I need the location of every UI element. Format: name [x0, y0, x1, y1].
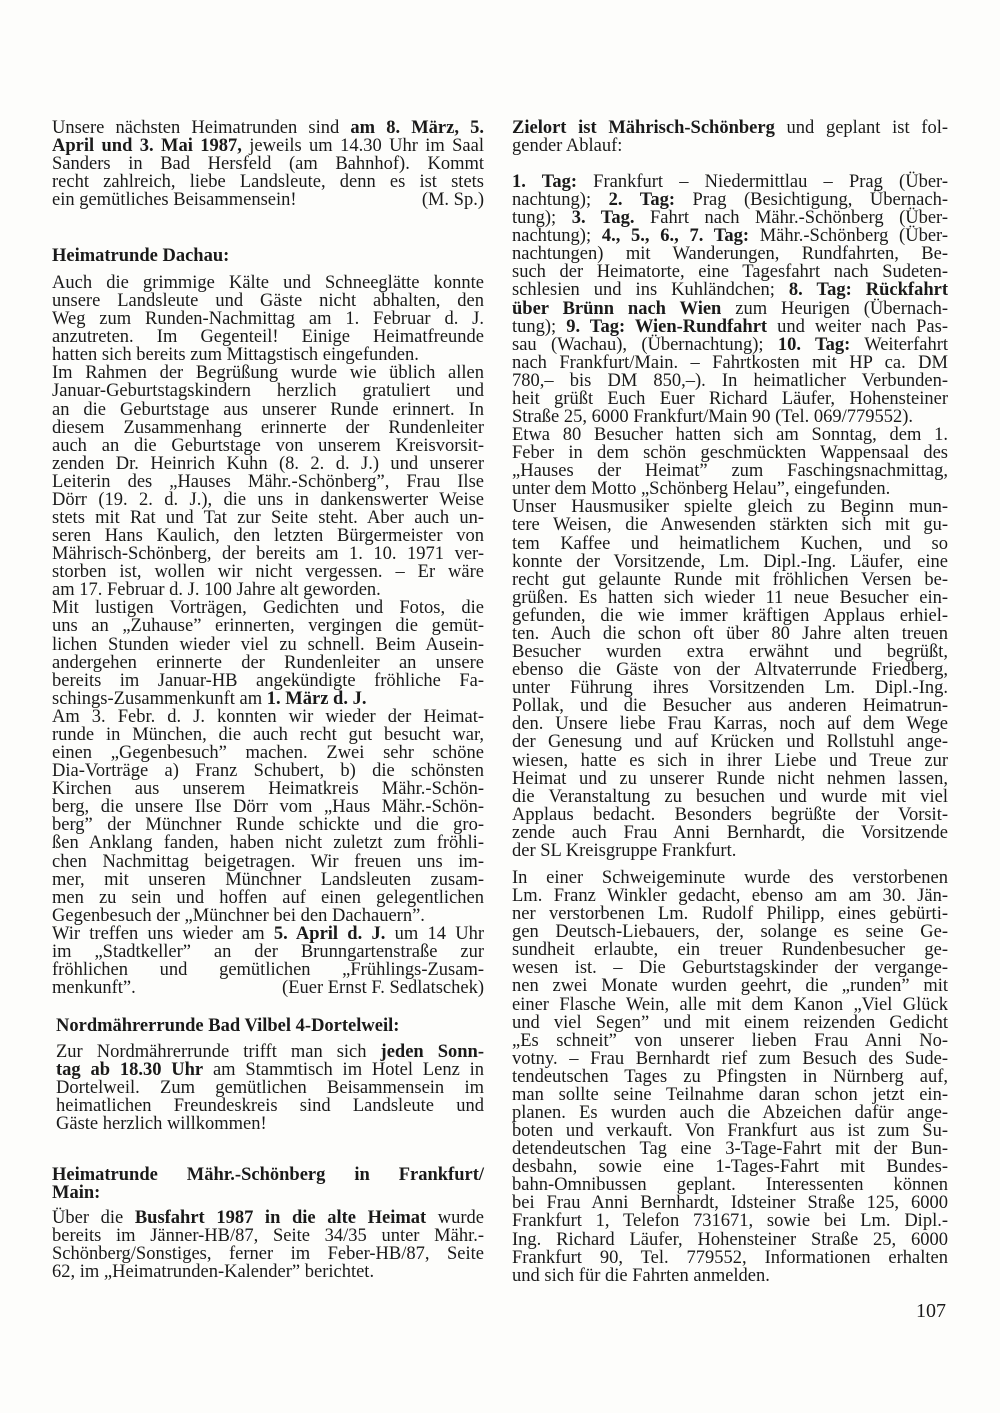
- text-run: den. Unsere liebe Frau Karras, noch auf dem Wege: [512, 714, 948, 735]
- text-line: [52, 382, 484, 400]
- text-line: [52, 274, 484, 292]
- bold-text-run: April und 3. Mai 1987,: [52, 136, 242, 157]
- paragraph: [512, 426, 948, 498]
- text-line: [56, 1061, 484, 1079]
- text-line: [52, 364, 484, 382]
- bold-text-run: 5. April d. J.: [273, 923, 386, 944]
- text-line: [512, 263, 948, 281]
- text-line: [512, 788, 948, 806]
- text-line: [512, 1249, 948, 1267]
- text-run: ßen Anklang fanden, haben nicht zuletzt zum fröhli-: [52, 833, 484, 854]
- text-line: [52, 437, 484, 455]
- text-run: unter dem Motto „Schönberg Helau”, eingefunden.: [512, 479, 891, 500]
- text-run: nachtung);: [512, 226, 602, 247]
- text-run: am 17. Februar d. J. 100 Jahre alt geworden.: [52, 580, 381, 601]
- text-line: [512, 1140, 948, 1158]
- text-run: nachtung);: [512, 190, 609, 211]
- text-run: die Veranstaltung zu besuchen und wurde mit viel: [512, 786, 948, 807]
- paragraph: [52, 708, 484, 925]
- text-line: [512, 553, 948, 571]
- text-line: [512, 589, 948, 607]
- article-dachau: [52, 274, 484, 997]
- text-run: Weiterfahrt: [850, 334, 948, 355]
- text-run: anzutreten. Im Gegenteil! Einige Heimatfreunde: [52, 327, 484, 348]
- text-run: Dia-Vorträge a) Franz Schubert, b) die schönsten: [52, 761, 484, 782]
- text-line: [512, 354, 948, 372]
- text-run: andergehen erinnerte der Rundenleiter an unsere: [52, 652, 484, 673]
- text-run: unsere Landsleute und Gäste nicht abhalten, den: [52, 291, 484, 312]
- text-line: [52, 346, 484, 364]
- bold-text-run: 9. Tag: Wien-Rundfahrt: [566, 316, 768, 337]
- text-run: lichen Stunden wieder viel zu schnell. Beim Ausein-: [52, 634, 484, 655]
- paragraph: [512, 173, 948, 426]
- text-line: [56, 1115, 484, 1133]
- text-line: [52, 816, 484, 834]
- text-line: [52, 744, 484, 762]
- text-run: 780,– bis DM 850,–). In heimatlicher Verbunden-: [512, 370, 948, 391]
- text-run: Straße 25, 6000 Frankfurt/Main 90 (Tel. 069/779552).: [512, 407, 914, 428]
- text-run: storben ist, wollen wir nicht vergessen. – Er wäre: [52, 562, 484, 583]
- text-line: [56, 1079, 484, 1097]
- text-run: recht zahlreich, liebe Landsleute, denn es ist stets: [52, 172, 484, 193]
- bold-text-run: 10. Tag:: [777, 334, 851, 355]
- text-run: Über die: [52, 1208, 135, 1228]
- text-run: bei Frau Anni Bernhardt, Idsteiner Straße 125, 6000: [512, 1193, 948, 1214]
- text-run: uns an „Zuhause” erinnerten, vergingen die gemüt-: [52, 616, 484, 637]
- text-run: wesen ist. – Die Geburtstagskinder der vergange-: [512, 958, 948, 979]
- text-line: [52, 726, 484, 744]
- text-run: zende auch Frau Anni Bernhardt, die Vorsitzende: [512, 822, 948, 843]
- text-line: [52, 690, 484, 708]
- text-line: [512, 643, 948, 661]
- text-run: tung);: [512, 208, 572, 229]
- text-run: bereits im Jänner-HB/87, Seite 34/35 unter Mähr.-: [52, 1226, 484, 1247]
- text-line: [52, 119, 484, 137]
- article-nordmaehrerrunde: [56, 1043, 484, 1133]
- text-run: heimatlichen Freundeskreis sind Landsleute und: [56, 1096, 484, 1117]
- text-run: Mähr.-Schönberg (Über-: [749, 226, 948, 247]
- text-run: und geplant ist fol-: [774, 118, 948, 138]
- text-line: [52, 1209, 484, 1227]
- text-run: schlesien und ins Kuhländchen;: [512, 280, 789, 301]
- text-line: [512, 1212, 948, 1230]
- text-line: [512, 869, 948, 887]
- text-line: [52, 907, 484, 925]
- text-line: [512, 1086, 948, 1104]
- text-run: konnte der Vorsitzende, Lm. Dipl.-Ing. Läufer, eine: [512, 551, 948, 572]
- text-line: [52, 509, 484, 527]
- text-line: [512, 977, 948, 995]
- text-run: fröhlichen und gemütlichen „Frühlings-Zusam-: [52, 959, 484, 980]
- text-run: berg” der Münchner Runde schickte und die gro-: [52, 815, 484, 836]
- paragraph: [56, 1043, 484, 1133]
- text-line: [512, 408, 948, 426]
- bold-text-run: 4., 5., 6., 7. Tag:: [601, 226, 750, 247]
- article-schweigeminute: [512, 869, 948, 1285]
- text-run: Wir treffen uns wieder am: [52, 923, 274, 944]
- text-line: [512, 462, 948, 480]
- bold-text-run: tag ab 18.30 Uhr: [56, 1060, 204, 1081]
- text-line: [512, 824, 948, 842]
- text-line: [52, 191, 484, 209]
- text-run: votny. – Frau Bernhardt rief zum Besuch des Sude-: [512, 1048, 948, 1069]
- heading-nordmaehrerrunde: [56, 1017, 484, 1035]
- text-line: [512, 516, 948, 534]
- text-line: [52, 672, 484, 690]
- text-run: 62, im „Heimatrunden-Kalender” berichtet.: [52, 1262, 375, 1283]
- text-line: [512, 752, 948, 770]
- text-line: [512, 1068, 948, 1086]
- text-run: runde in München, die auch recht gut besucht war,: [52, 724, 484, 745]
- text-line: [56, 1043, 484, 1061]
- text-run: zum Heurigen (Übernach-: [721, 298, 948, 319]
- text-run: Besucher wurden extra erwähnt und begrüßt,: [512, 642, 948, 663]
- text-line: [52, 762, 484, 780]
- text-line: [52, 798, 484, 816]
- text-run: bereits im Januar-HB angekündigte fröhliche Fa-: [52, 670, 484, 691]
- text-run: stets mit Rat und Tat zur Seite steht. Aber auch un-: [52, 508, 484, 529]
- article-ablauf: [512, 173, 948, 860]
- text-line: [52, 834, 484, 852]
- text-run: heit grüßt Euch Euer Richard Läufer, Hohensteiner: [512, 388, 948, 409]
- text-line: [512, 390, 948, 408]
- text-run: seren Hans Kaulich, den letzten Bürgermeister von: [52, 526, 484, 547]
- text-run: ner verstorbenen Lm. Rudolf Philipp, eines gebürti-: [512, 904, 948, 925]
- text-run: Frankfurt 1, Telefon 731671, sowie bei Lm. Dipl.-: [512, 1211, 948, 1232]
- text-run: Frankfurt – Niedermittlau – Prag (Über-: [577, 172, 948, 192]
- text-line: [512, 209, 948, 227]
- text-run: nen zwei Monate wurden geehrt, die „runden” mit: [512, 976, 948, 997]
- paragraph: [512, 869, 948, 1285]
- text-line: [52, 889, 484, 907]
- text-line: [512, 227, 948, 245]
- text-run: chen Nachmittag beigetragen. Wir freuen uns im-: [52, 851, 484, 872]
- text-run: mer, mit unseren Münchner Landsleuten zusam-: [52, 869, 484, 890]
- text-run: Dörr (19. 2. d. J.), die uns in dankenswerter Weise: [52, 489, 484, 510]
- text-line: [512, 191, 948, 209]
- text-run: sau (Wachau), (Übernachtung);: [512, 334, 778, 355]
- paragraph: [52, 1209, 484, 1281]
- text-line: [52, 563, 484, 581]
- text-line: [512, 887, 948, 905]
- text-line: [52, 292, 484, 310]
- text-line: [512, 1050, 948, 1068]
- text-line: [52, 871, 484, 889]
- text-line: [512, 1014, 948, 1032]
- text-run: sundheit erlaubte, ein treuer Rundenbesucher ge-: [512, 940, 948, 961]
- text-line: [52, 979, 484, 997]
- text-line: [512, 336, 948, 354]
- text-run: Zur Nordmährerrunde trifft man sich: [56, 1042, 381, 1062]
- text-line: [512, 173, 948, 191]
- text-run: men zu sein und hoffen auf einen gelegentlichen: [52, 887, 484, 908]
- text-run: Schönberg/Sonstiges, ferner im Feber-HB/87, Seite: [52, 1244, 484, 1265]
- text-run: Unser Hausmusiker spielte gleich zu Beginn mun-: [512, 497, 948, 518]
- article-zielort: [512, 119, 948, 155]
- text-run: jeweils um 14.30 Uhr im Saal: [241, 136, 484, 157]
- text-run: auch an die Geburtstage von unserem Kreisvorsit-: [52, 435, 484, 456]
- text-run: tere Weisen, die Anwesenden stärkten sich mit gu-: [512, 515, 948, 536]
- text-line: [512, 1194, 948, 1212]
- text-run: unter Führung ihres Vorsitzenden Lm. Dipl.-Ing.: [512, 678, 948, 699]
- text-line: [512, 625, 948, 643]
- text-line: [512, 715, 948, 733]
- text-line: [52, 473, 484, 491]
- text-line: [512, 1176, 948, 1194]
- text-run: Auch die grimmige Kälte und Schneeglätte konnte: [52, 273, 484, 293]
- text-run: bahn-Omnibussen geplant. Interessenten können: [512, 1175, 948, 1196]
- paragraph: [52, 599, 484, 707]
- text-run: ten. Auch die schon oft über 80 Jahre alten treuen: [512, 623, 948, 644]
- text-run: boten und verkauft. Von Frankfurt aus ist zum Su-: [512, 1121, 948, 1142]
- text-line: [512, 444, 948, 462]
- text-run: und viel Segen” und mit einem reizenden Gedicht: [512, 1012, 948, 1033]
- text-run: Im Rahmen der Begrüßung wurde wie üblich allen: [52, 363, 484, 384]
- text-run: Applaus bedacht. Besonders begrüßte der Vorsit-: [512, 804, 948, 825]
- text-line: [512, 571, 948, 589]
- text-run: ebenso die Gäste von der Altvaterrunde Friedberg,: [512, 660, 948, 681]
- text-line: [512, 770, 948, 788]
- text-line: [52, 1263, 484, 1281]
- text-line: [52, 155, 484, 173]
- text-run: gen Deutsch-Liebauers, der, solange es seine Ge-: [512, 922, 948, 943]
- text-run: „Hauses der Heimat” zum Faschingsnachmittag,: [512, 461, 948, 482]
- heading-line: Nordmährerrunde Bad Vilbel 4-Dortelweil:: [56, 1016, 400, 1036]
- text-line: [512, 733, 948, 751]
- bold-text-run: am 8. März, 5.: [350, 118, 485, 138]
- text-run: tendeutschen Tages zu Pfingsten in Nürnberg auf,: [512, 1066, 948, 1087]
- text-line: [512, 941, 948, 959]
- text-line: [52, 708, 484, 726]
- text-line: [512, 996, 948, 1014]
- text-line: [512, 480, 948, 498]
- text-line: [512, 1267, 948, 1285]
- text-run: Weg zum Runden-Nachmittag am 1. Februar d. J.: [52, 309, 484, 330]
- text-line: [52, 617, 484, 635]
- text-run: Mit lustigen Vorträgen, Gedichten und Fotos, die: [52, 598, 484, 619]
- signature: (Euer Ernst F. Sedlatschek): [282, 978, 484, 999]
- text-run: Heimat und zu unserer Runde nicht nehmen lassen,: [512, 768, 948, 789]
- text-run: im „Stadtkeller” an der Brunngartenstraße zur: [52, 941, 484, 962]
- text-line: [512, 607, 948, 625]
- text-line: [52, 401, 484, 419]
- page-number: 107: [916, 1300, 946, 1322]
- text-line: [512, 245, 948, 263]
- text-run: nach Frankfurt/Main. – Fahrtkosten mit HP ca. DM: [512, 352, 948, 373]
- text-line: [52, 527, 484, 545]
- text-line: [52, 419, 484, 437]
- text-run: planen. Es wurden auch die Abzeichen dafür ange-: [512, 1103, 948, 1124]
- text-run: recht gut gelaunte Runde mit fröhlichen Versen be-: [512, 569, 948, 590]
- text-run: einen „Gegenbesuch” machen. Zwei sehr schöne: [52, 743, 484, 764]
- text-run: und weiter nach Pas-: [767, 316, 948, 337]
- paragraph: [52, 364, 484, 599]
- text-line: [56, 1097, 484, 1115]
- text-run: tung);: [512, 316, 567, 337]
- text-run: Leiterin des „Hauses Mähr.-Schönberg”, Frau Ilse: [52, 471, 484, 492]
- text-line: [512, 1032, 948, 1050]
- bold-text-run: über Brünn nach Wien: [512, 298, 722, 319]
- text-run: hatten sich bereits zum Mittagstisch eingefunden.: [52, 345, 419, 366]
- text-line: [52, 654, 484, 672]
- text-run: grüßen. Es hatten sich wieder 11 neue Besucher ein-: [512, 587, 948, 608]
- bold-text-run: 1. Tag:: [512, 172, 578, 192]
- text-line: [512, 842, 948, 860]
- paragraph: [512, 119, 948, 155]
- text-run: Unsere nächsten Heimatrunden sind: [52, 118, 351, 138]
- bold-text-run: 8. Tag: Rückfahrt: [788, 280, 948, 301]
- text-line: [52, 545, 484, 563]
- text-line: [52, 491, 484, 509]
- text-run: nachtungen) mit Wanderungen, Rundfahrten, Be-: [512, 244, 948, 265]
- text-run: man sollte seine Teilnahme daran schon jetzt ein-: [512, 1084, 948, 1105]
- text-line: [512, 1158, 948, 1176]
- text-run: Lm. Franz Winkler gedacht, ebenso am am 30. Jän-: [512, 886, 948, 907]
- text-line: [52, 1227, 484, 1245]
- text-line: [512, 1122, 948, 1140]
- text-line: [52, 961, 484, 979]
- text-run: such der Heimatorte, eine Tagesfahrt nach Sudeten-: [512, 262, 948, 283]
- text-line: [52, 310, 484, 328]
- text-line: [512, 119, 948, 137]
- signature: (M. Sp.): [421, 190, 484, 211]
- text-run: Sanders in Bad Hersfeld (am Bahnhof). Kommt: [52, 154, 484, 175]
- text-run: der Genesung und auf Krücken und Rollstuhl ange-: [512, 732, 948, 753]
- text-run: wiesen, hatte es sich in ihrer Liebe und Treue zur: [512, 750, 948, 771]
- text-line: [52, 636, 484, 654]
- text-line: [512, 679, 948, 697]
- text-line: [512, 281, 948, 299]
- text-line: [512, 535, 948, 553]
- heading-heimatrunde-frankfurt: [52, 1166, 484, 1202]
- text-run: schings-Zusammenkunft am: [52, 688, 267, 709]
- text-line: [512, 318, 948, 336]
- text-run: Prag (Besichtigung, Übernach-: [675, 190, 948, 211]
- text-run: am Stammtisch im Hotel Lenz in: [203, 1060, 484, 1081]
- heading-line: Main:: [52, 1183, 101, 1204]
- text-line: [52, 455, 484, 473]
- text-run: einer Flasche Wein, alle mit dem Kanon „Viel Glück: [512, 994, 948, 1015]
- text-line: [512, 300, 948, 318]
- text-line: [512, 1231, 948, 1249]
- text-run: Mährisch-Schönberg, der bereits am 1. 10. 1971 ver-: [52, 544, 484, 565]
- text-run: Dortelweil. Zum gemütlichen Beisammensein im: [56, 1078, 484, 1099]
- text-run: Feber in dem schön geschmückten Wappensaal des: [512, 443, 948, 464]
- text-run: an die Geburtstage aus unserer Runde erinnert. In: [52, 399, 484, 420]
- text-line: [52, 780, 484, 798]
- text-run: gender Ablauf:: [512, 136, 623, 157]
- text-run: gefunden, die wie immer kräftigen Applaus erhiel-: [512, 605, 948, 626]
- text-line: [512, 137, 948, 155]
- text-line: [512, 959, 948, 977]
- text-run: und sich für die Fahrten anmelden.: [512, 1265, 770, 1286]
- text-line: [52, 1245, 484, 1263]
- text-line: [52, 137, 484, 155]
- text-run: der SL Kreisgruppe Frankfurt.: [512, 840, 737, 861]
- text-line: [52, 925, 484, 943]
- text-run: tem Kaffee und heimatlichem Kuchen, und so: [512, 533, 948, 554]
- text-line: [512, 905, 948, 923]
- text-run: Fahrt nach Mähr.-Schönberg (Über-: [634, 208, 948, 229]
- text-run: diesem Zusammenhang erinnerte der Rundenleiter: [52, 417, 484, 438]
- text-line: [512, 661, 948, 679]
- text-line: [512, 923, 948, 941]
- text-run: wurde: [426, 1208, 484, 1228]
- text-line: [52, 581, 484, 599]
- text-line: [52, 173, 484, 191]
- text-line: [512, 426, 948, 444]
- bold-text-run: 2. Tag:: [608, 190, 676, 211]
- bold-text-run: Busfahrt 1987 in die alte Heimat: [134, 1208, 427, 1228]
- text-run: „Es schneit” von unserer lieben Frau Anni No-: [512, 1030, 948, 1051]
- text-run: Januar-Geburtstagskindern herzlich gratuliert und: [52, 381, 484, 402]
- text-run: In einer Schweigeminute wurde des verstorbenen: [512, 868, 948, 888]
- text-run: berg, die unsere Ilse Dörr vom „Haus Mähr.-Schön-: [52, 797, 484, 818]
- paragraph: [512, 498, 948, 860]
- text-run: Pollak, und die Besucher aus anderen Heimatrun-: [512, 696, 948, 717]
- text-run: detendeutschen Tag eine 3-Tage-Fahrt mit der Bun-: [512, 1139, 948, 1160]
- text-line: [512, 372, 948, 390]
- paragraph: [52, 274, 484, 364]
- bold-text-run: 1. März d. J.: [266, 688, 367, 709]
- text-run: ein gemütliches Beisammensein!: [52, 190, 297, 211]
- bold-text-run: Zielort ist Mährisch-Schönberg: [512, 118, 775, 138]
- text-run: Ing. Richard Läufer, Hohensteiner Straße 25, 6000: [512, 1229, 948, 1250]
- article-frankfurt-intro: [52, 1209, 484, 1281]
- text-line: [52, 943, 484, 961]
- bold-text-run: 3. Tag.: [571, 208, 635, 229]
- bold-text-run: jeden Sonn-: [380, 1042, 484, 1062]
- intro-text: [52, 119, 484, 209]
- text-run: um 14 Uhr: [385, 923, 484, 944]
- text-run: Etwa 80 Besucher hatten sich am Sonntag, dem 1.: [512, 425, 948, 446]
- heading-heimatrunde-dachau: [52, 247, 484, 265]
- text-run: desbahn, sowie eine 1-Tages-Fahrt mit Bundes-: [512, 1157, 948, 1178]
- text-run: menkunft”.: [52, 978, 136, 999]
- heading-line: Heimatrunde Mähr.-Schönberg in Frankfurt/: [52, 1165, 484, 1185]
- text-line: [512, 498, 948, 516]
- paragraph: [52, 119, 484, 209]
- text-run: zenden Dr. Heinrich Kuhn (8. 2. d. J.) und unserer: [52, 453, 484, 474]
- text-run: Am 3. Febr. d. J. konnten wir wieder der Heimat-: [52, 706, 484, 727]
- text-run: Gäste herzlich willkommen!: [56, 1114, 267, 1135]
- text-line: [512, 1104, 948, 1122]
- paragraph: [52, 925, 484, 997]
- text-line: [52, 853, 484, 871]
- text-line: [512, 806, 948, 824]
- heading-line: Heimatrunde Dachau:: [52, 246, 230, 266]
- text-line: [52, 328, 484, 346]
- text-run: Gegenbesuch der „Münchner bei den Dachauern”.: [52, 905, 425, 926]
- text-run: Frankfurt 90, Tel. 779552, Informationen erhalten: [512, 1247, 948, 1268]
- text-line: [512, 697, 948, 715]
- text-run: Kirchen aus unserem Heimatkreis Mähr.-Schön-: [52, 779, 484, 800]
- text-line: [52, 599, 484, 617]
